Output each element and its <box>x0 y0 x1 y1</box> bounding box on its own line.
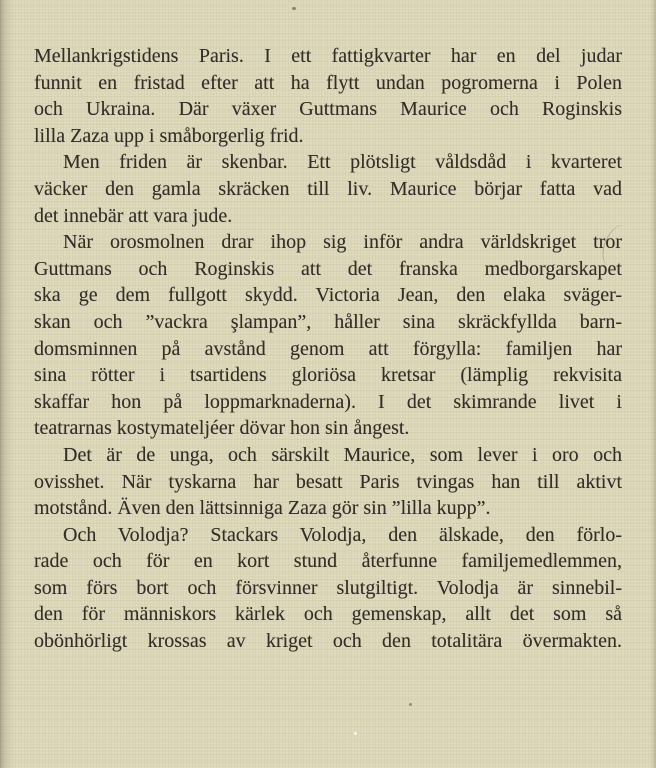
text-line: som förs bort och försvinner slutgiltigt. Volodja är sinnebil- <box>34 576 622 599</box>
blurb-text-block <box>34 43 622 655</box>
text-line: skan och ”vackra şlampan”, håller sina skräckfyllda barn- <box>34 310 622 333</box>
paragraph <box>34 522 622 655</box>
paragraph <box>34 442 622 522</box>
text-line: funnit en fristad efter att ha flytt undan pogromerna i Polen <box>34 71 622 94</box>
text-line: Det är de unga, och särskilt Maurice, som lever i oro och <box>63 443 622 466</box>
text-line: Guttmans och Roginskis att det franska medborgarskapet <box>34 257 622 280</box>
text-line: väcker den gamla skräcken till liv. Maurice börjar fatta vad <box>34 177 622 200</box>
paragraph <box>34 229 622 442</box>
text-line: obönhörligt krossas av kriget och den totalitära övermakten. <box>34 630 622 653</box>
text-line: den för människors kärlek och gemenskap, allt det som så <box>34 603 622 626</box>
text-line: det innebär att vara jude. <box>34 204 233 227</box>
paper-speck <box>409 703 412 706</box>
paragraph <box>34 43 622 149</box>
scan-edge-shadow-left <box>0 0 14 768</box>
text-line: ska ge dem fullgott skydd. Victoria Jean, den elaka sväger- <box>34 284 622 307</box>
text-line: motstånd. Även den lättsinniga Zaza gör sin ”lilla kupp”. <box>34 497 491 520</box>
text-line: teatrarnas kostymateljéer dövar hon sin ångest. <box>34 417 410 440</box>
scan-edge-shadow-right <box>650 0 656 768</box>
text-line: lilla Zaza upp i småborgerlig frid. <box>34 124 304 147</box>
text-line: sina rötter i tsartidens gloriösa kretsar (lämplig rekvisita <box>34 364 622 387</box>
text-line: domsminnen på avstånd genom att förgylla: familjen har <box>34 337 622 360</box>
text-line: ovisshet. När tyskarna har besatt Paris tvingas han till aktivt <box>34 470 622 493</box>
paper-speck <box>292 7 296 10</box>
paragraph <box>34 149 622 229</box>
text-line: Men friden är skenbar. Ett plötsligt våldsdåd i kvarteret <box>63 151 622 174</box>
text-line: och Ukraina. Där växer Guttmans Maurice och Roginskis <box>34 98 622 121</box>
text-line: Mellankrigstidens Paris. I ett fattigkvarter har en del judar <box>34 45 622 67</box>
text-line: Och Volodja? Stackars Volodja, den älskade, den förlo- <box>63 523 622 546</box>
text-line: När orosmolnen drar ihop sig inför andra världskriget tror <box>63 231 622 254</box>
text-line: skaffar hon på loppmarknaderna). I det skimrande livet i <box>34 390 622 413</box>
paper-speck <box>354 732 357 735</box>
text-line: rade och för en kort stund återfunne familjemedlemmen, <box>34 550 622 573</box>
